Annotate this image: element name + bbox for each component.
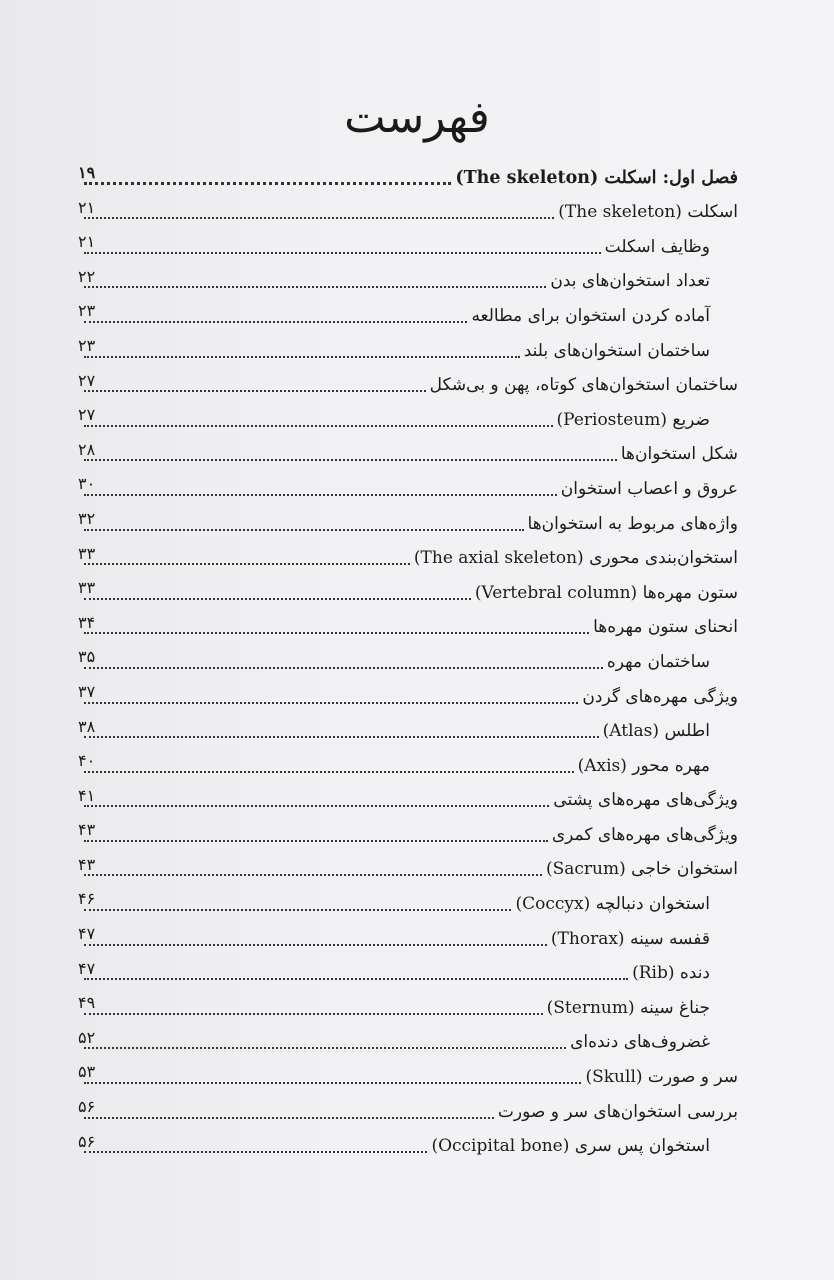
toc-entry-label: ضریع (Periosteum): [556, 409, 710, 430]
dot-leader: [84, 944, 547, 946]
dot-leader: [84, 286, 546, 288]
toc-entry-page-number: ۳۴: [78, 612, 96, 632]
toc-entry: [78, 850, 738, 885]
toc-entry: [78, 677, 738, 712]
toc-entry: [78, 642, 738, 677]
toc-entry-page-number: ۳۵: [78, 647, 96, 667]
toc-entry-label: استخوان پس سری (Occipital bone): [431, 1136, 710, 1157]
toc-entry: [78, 573, 738, 608]
dot-leader: [84, 702, 578, 704]
toc-entry-page-number: ۴۳: [78, 854, 96, 874]
toc-entry-page-number: ۵۶: [78, 1097, 96, 1117]
toc-entry-label: ساختمان استخوان‌های بلند: [523, 340, 710, 361]
dot-leader: [84, 529, 524, 531]
dot-leader: [84, 390, 426, 392]
toc-entry-label: ستون مهره‌ها (Vertebral column): [474, 582, 738, 603]
toc-entry-label: عروق و اعصاب استخوان: [560, 478, 738, 499]
toc-entry-page-number: ۵۲: [78, 1027, 96, 1047]
toc-entry-page-number: ۳۳: [78, 543, 96, 563]
toc-entry-label: وظایف اسکلت: [604, 236, 710, 257]
toc-entry-label: آماده کردن استخوان برای مطالعه: [471, 305, 710, 326]
toc-entry: [78, 608, 738, 643]
toc-entry-label: بررسی استخوان‌های سر و صورت: [497, 1101, 738, 1122]
toc-entry-label: مهره محور (Axis): [577, 755, 710, 776]
dot-leader: [84, 1117, 494, 1119]
dot-leader: [84, 598, 471, 600]
toc-entry: [78, 296, 738, 331]
toc-entry: [78, 158, 738, 193]
toc-entry-page-number: ۵۶: [78, 1131, 96, 1151]
toc-entry: [78, 435, 738, 470]
toc-entry-label: اسکلت (The skeleton): [558, 202, 738, 223]
toc-entry: [78, 193, 738, 228]
toc-entry: [78, 988, 738, 1023]
dot-leader: [84, 356, 520, 358]
dot-leader: [84, 736, 599, 738]
toc-entry: [78, 1127, 738, 1162]
toc-entry: [78, 712, 738, 747]
toc-entry: [78, 331, 738, 366]
toc-entry-label: استخوان دنبالچه (Coccyx): [515, 894, 710, 915]
toc-entry-label: ویژگی‌های مهره‌های کمری: [551, 824, 738, 845]
toc-entry-label: دنده (Rib): [632, 963, 710, 984]
toc-entry-page-number: ۱۹: [78, 163, 96, 182]
toc-entry-page-number: ۳۲: [78, 508, 96, 528]
toc-entry: [78, 954, 738, 989]
toc-entry-label: انحنای ستون مهره‌ها: [593, 617, 738, 638]
toc-entry-page-number: ۲۱: [78, 232, 96, 252]
dot-leader: [84, 563, 410, 565]
page-title: فهرست: [344, 92, 490, 143]
toc-entry-label: سر و صورت (Skull): [585, 1067, 738, 1088]
toc-entry: [78, 884, 738, 919]
toc-entry-label: استخوان‌بندی محوری (The axial skeleton): [413, 548, 738, 569]
toc-entry-page-number: ۳۳: [78, 578, 96, 598]
toc-entry: [78, 746, 738, 781]
toc-entry-label: ساختمان مهره: [606, 651, 710, 672]
toc-entry-page-number: ۲۲: [78, 266, 96, 286]
toc-entry: [78, 781, 738, 816]
toc-entry: [78, 1092, 738, 1127]
toc-entry-page-number: ۴۳: [78, 820, 96, 840]
dot-leader: [84, 1082, 581, 1084]
toc-entry-page-number: ۳۷: [78, 681, 96, 701]
dot-leader: [84, 1047, 566, 1049]
toc-entry: [78, 1023, 738, 1058]
toc-entry-label: جناغ سینه (Sternum): [546, 997, 710, 1018]
toc-entry: [78, 366, 738, 401]
dot-leader: [84, 252, 601, 254]
dot-leader: [84, 874, 542, 876]
dot-leader: [84, 459, 617, 461]
toc-entry-page-number: ۴۷: [78, 958, 96, 978]
toc-entry: [78, 262, 738, 297]
toc-entry-label: قفسه سینه (Thorax): [550, 928, 710, 949]
dot-leader: [84, 978, 628, 980]
toc-entry-page-number: ۲۷: [78, 405, 96, 425]
toc-entry-page-number: ۲۳: [78, 335, 96, 355]
toc-entry-label: فصل اول: اسکلت (The skeleton): [455, 167, 738, 188]
toc-entry: [78, 227, 738, 262]
dot-leader: [84, 1013, 543, 1015]
dot-leader: [84, 321, 467, 323]
toc-entry-label: اطلس (Atlas): [602, 721, 710, 742]
toc-entry: [78, 400, 738, 435]
toc-entry-label: ویژگی‌های مهره‌های پشتی: [553, 790, 738, 811]
dot-leader: [84, 217, 554, 219]
dot-leader: [84, 771, 574, 773]
dot-leader: [84, 1151, 427, 1153]
dot-leader: [84, 182, 451, 185]
toc-entry-page-number: ۲۱: [78, 197, 96, 217]
dot-leader: [84, 494, 557, 496]
toc-entry-page-number: ۴۶: [78, 889, 96, 909]
table-of-contents: [78, 158, 738, 1161]
toc-entry-label: غضروف‌های دنده‌ای: [570, 1032, 710, 1053]
toc-entry-page-number: ۲۳: [78, 301, 96, 321]
dot-leader: [84, 840, 548, 842]
dot-leader: [84, 632, 589, 634]
dot-leader: [84, 805, 549, 807]
toc-entry-page-number: ۵۳: [78, 1062, 96, 1082]
toc-entry-label: ساختمان استخوان‌های کوتاه، پهن و بی‌شکل: [429, 375, 738, 396]
dot-leader: [84, 667, 603, 669]
toc-entry-page-number: ۴۹: [78, 993, 96, 1013]
toc-entry-page-number: ۴۷: [78, 924, 96, 944]
toc-entry: [78, 1057, 738, 1092]
toc-entry: [78, 815, 738, 850]
dot-leader: [84, 425, 553, 427]
toc-entry-label: ویژگی مهره‌های گردن: [582, 686, 738, 707]
toc-entry: [78, 919, 738, 954]
toc-entry-label: تعداد استخوان‌های بدن: [550, 271, 710, 292]
toc-entry-label: واژه‌های مربوط به استخوان‌ها: [527, 513, 738, 534]
toc-entry: [78, 539, 738, 574]
toc-entry-page-number: ۴۱: [78, 785, 96, 805]
toc-entry-page-number: ۲۷: [78, 370, 96, 390]
toc-entry-label: استخوان خاجی (Sacrum): [545, 859, 738, 880]
toc-entry: [78, 504, 738, 539]
toc-entry-label: شکل استخوان‌ها: [620, 444, 738, 465]
toc-entry: [78, 469, 738, 504]
toc-entry-page-number: ۳۸: [78, 716, 96, 736]
dot-leader: [84, 909, 511, 911]
toc-entry-page-number: ۴۰: [78, 751, 96, 771]
toc-entry-page-number: ۲۸: [78, 439, 96, 459]
toc-entry-page-number: ۳۰: [78, 474, 96, 494]
